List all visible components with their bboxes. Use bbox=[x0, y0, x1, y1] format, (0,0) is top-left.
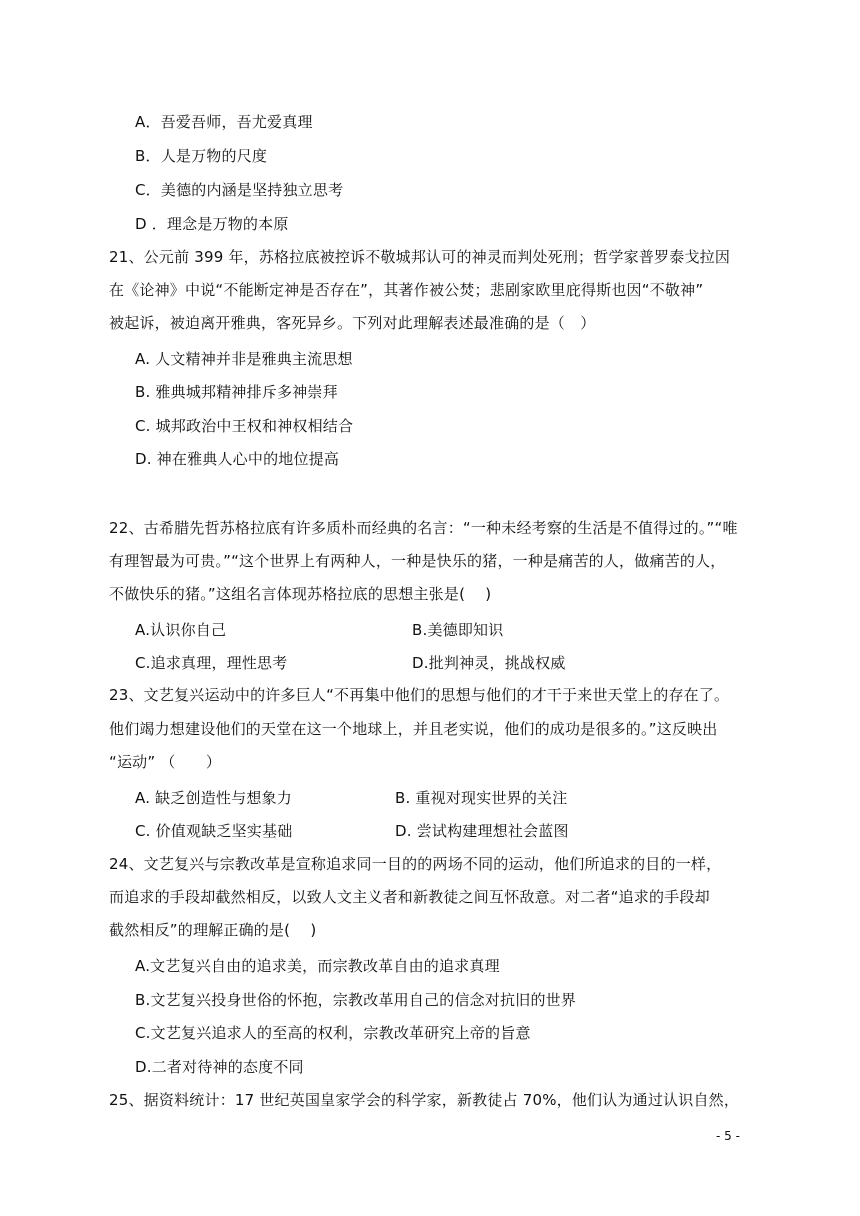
q21-option-c: C. 城邦政治中王权和神权相结合 bbox=[135, 417, 354, 435]
q23-option-b: B. 重视对现实世界的关注 bbox=[395, 789, 568, 807]
q23-stem-line-2: 他们竭力想建设他们的天堂在这一个地球上，并且老实说，他们的成功是很多的。”这反映出 bbox=[109, 720, 718, 738]
q22-stem-line-3: 不做快乐的猪。”这组名言体现苏格拉底的思想主张是( ) bbox=[109, 585, 492, 603]
q23-stem-line-1: 23、文艺复兴运动中的许多巨人“不再集中他们的思想与他们的才干于来世天堂上的存在了。 bbox=[109, 686, 730, 704]
q23-option-c: C. 价值观缺乏坚实基础 bbox=[135, 822, 293, 840]
q21-option-d: D. 神在雅典人心中的地位提高 bbox=[135, 450, 340, 468]
q24-option-a: A.文艺复兴自由的追求美，而宗教改革自由的追求真理 bbox=[135, 957, 500, 975]
q22-option-c: C.追求真理，理性思考 bbox=[135, 654, 288, 672]
q23-stem-line-3: “运动” （ ） bbox=[109, 753, 222, 771]
q21-stem-line-3: 被起诉，被迫离开雅典，客死异乡。下列对此理解表述最准确的是（ ） bbox=[109, 314, 596, 332]
q23-option-d: D. 尝试构建理想社会蓝图 bbox=[395, 822, 569, 840]
q22-stem-line-1: 22、古希腊先哲苏格拉底有许多质朴而经典的名言：“一种未经考察的生活是不值得过的。”“唯 bbox=[109, 519, 738, 537]
q20-option-b: B．人是万物的尺度 bbox=[135, 147, 268, 165]
q24-option-b: B.文艺复兴投身世俗的怀抱，宗教改革用自己的信念对抗旧的世界 bbox=[135, 991, 577, 1009]
q21-option-a: A. 人文精神并非是雅典主流思想 bbox=[135, 350, 353, 368]
q22-option-b: B.美德即知识 bbox=[412, 621, 504, 639]
q24-stem-line-3: 截然相反”的理解正确的是( ) bbox=[109, 921, 317, 939]
q20-option-d: D ．理念是万物的本原 bbox=[135, 215, 289, 233]
q21-stem-line-1: 21、公元前 399 年，苏格拉底被控诉不敬城邦认可的神灵而判处死刑；哲学家普罗泰戈拉因 bbox=[109, 248, 731, 266]
q24-stem-line-1: 24、文艺复兴与宗教改革是宣称追求同一目的的两场不同的运动，他们所追求的目的一样， bbox=[109, 855, 722, 873]
q21-stem-line-2: 在《论神》中说“不能断定神是否存在”，其著作被公焚；悲剧家欧里庇得斯也因“不敬神” bbox=[109, 281, 704, 299]
q24-stem-line-2: 而追求的手段却截然相反，以致人文主义者和新教徒之间互怀敌意。对二者“追求的手段却 bbox=[109, 888, 710, 906]
q22-option-d: D.批判神灵，挑战权威 bbox=[412, 654, 566, 672]
q21-option-b: B. 雅典城邦精神排斥多神崇拜 bbox=[135, 383, 338, 401]
q20-option-a: A．吾爱吾师，吾尤爱真理 bbox=[135, 113, 313, 131]
q24-option-d: D.二者对待神的态度不同 bbox=[135, 1058, 304, 1076]
q22-stem-line-2: 有理智最为可贵。”“这个世界上有两种人，一种是快乐的猪，一种是痛苦的人，做痛苦的人， bbox=[109, 552, 726, 570]
q23-option-a: A. 缺乏创造性与想象力 bbox=[135, 789, 292, 807]
q25-stem-line-1: 25、据资料统计：17 世纪英国皇家学会的科学家，新教徒占 70%，他们认为通过认识自然， bbox=[109, 1091, 740, 1109]
q24-option-c: C.文艺复兴追求人的至高的权利，宗教改革研究上帝的旨意 bbox=[135, 1024, 531, 1042]
q22-option-a: A.认识你自己 bbox=[135, 621, 227, 639]
page-number: - 5 - bbox=[716, 1129, 740, 1143]
q20-option-c: C．美德的内涵是坚持独立思考 bbox=[135, 181, 344, 199]
